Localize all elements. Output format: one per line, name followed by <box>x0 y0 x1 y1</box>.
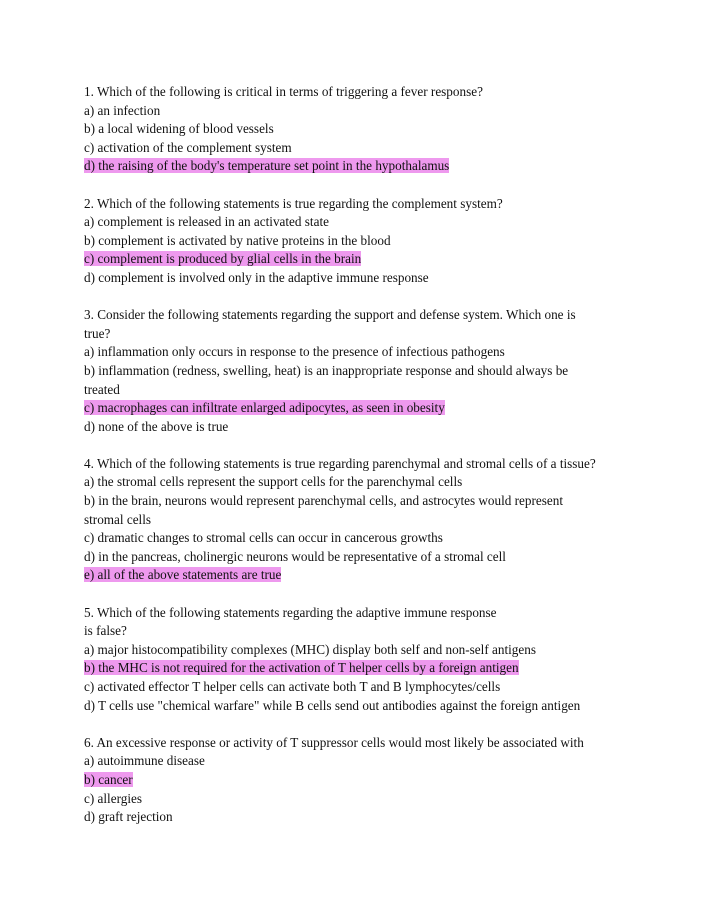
answer-option-text: a) complement is released in an activated state <box>84 214 329 230</box>
question-6 <box>84 734 644 827</box>
answer-option-text: a) inflammation only occurs in response to the presence of infectious pathogens <box>84 344 505 360</box>
answer-option <box>84 418 644 437</box>
answer-option-text: a) autoimmune disease <box>84 753 205 769</box>
question-stem: 1. Which of the following is critical in terms of triggering a fever response? <box>84 84 483 99</box>
answer-option <box>84 343 644 362</box>
answer-option-highlighted <box>84 250 644 269</box>
answer-option <box>84 362 644 381</box>
answer-option-text: b) inflammation (redness, swelling, heat) is an inappropriate response and should always be <box>84 362 569 378</box>
answer-option-text: e) all of the above statements are true <box>84 567 282 583</box>
answer-option <box>84 120 644 139</box>
question-2 <box>84 195 644 288</box>
answer-option <box>84 139 644 158</box>
answer-option-text: b) the MHC is not required for the activation of T helper cells by a foreign antigen <box>84 660 519 676</box>
answer-option-highlighted <box>84 771 644 790</box>
answer-option-text: d) T cells use "chemical warfare" while B cells send out antibodies against the foreign antigen <box>84 697 581 713</box>
question-1 <box>84 83 644 176</box>
answer-option <box>84 269 644 288</box>
answer-option-text: c) macrophages can infiltrate enlarged adipocytes, as seen in obesity <box>84 400 445 416</box>
answer-option-text: c) allergies <box>84 790 142 806</box>
question-5 <box>84 604 644 716</box>
answer-option <box>84 473 644 492</box>
question-stem: 6. An excessive response or activity of T suppressor cells would most likely be associated with <box>84 734 584 750</box>
answer-option <box>84 102 644 121</box>
answer-option-text: b) in the brain, neurons would represent parenchymal cells, and astrocytes would represent <box>84 493 563 509</box>
question-stem: 3. Consider the following statements regarding the support and defense system. Which one is <box>84 307 576 323</box>
answer-option <box>84 808 644 827</box>
answer-option-text: d) in the pancreas, cholinergic neurons would be representative of a stromal cell <box>84 548 506 564</box>
answer-option <box>84 548 644 567</box>
answer-option-text: c) activated effector T helper cells can activate both T and B lymphocytes/cells <box>84 679 501 694</box>
quiz-document <box>84 83 644 845</box>
question-stem: true? <box>84 325 111 341</box>
answer-option <box>84 678 644 697</box>
answer-option-highlighted <box>84 659 644 678</box>
answer-option <box>84 232 644 251</box>
answer-option-text: a) the stromal cells represent the support cells for the parenchymal cells <box>84 474 463 490</box>
answer-option-text: d) the raising of the body's temperature set point in the hypothalamus <box>84 158 450 174</box>
answer-option-highlighted <box>84 566 644 585</box>
question-4 <box>84 455 644 585</box>
answer-option-text: d) graft rejection <box>84 809 173 825</box>
answer-option-text: b) a local widening of blood vessels <box>84 121 274 137</box>
answer-option <box>84 213 644 232</box>
answer-option-text: c) dramatic changes to stromal cells can occur in cancerous growths <box>84 530 443 546</box>
question-3 <box>84 306 644 436</box>
question-stem: 4. Which of the following statements is true regarding parenchymal and stromal cells of a tissue? <box>84 455 596 471</box>
answer-option-text: b) cancer <box>84 771 133 787</box>
answer-option-continuation: stromal cells <box>84 511 152 527</box>
answer-option-text: a) an infection <box>84 102 161 118</box>
answer-option <box>84 790 644 809</box>
answer-option-text: a) major histocompatibility complexes (MHC) display both self and non-self antigens <box>84 641 536 657</box>
answer-option-text: c) complement is produced by glial cells in the brain <box>84 251 362 267</box>
question-stem: is false? <box>84 623 127 639</box>
question-stem: 2. Which of the following statements is true regarding the complement system? <box>84 195 503 211</box>
answer-option-text: b) complement is activated by native proteins in the blood <box>84 232 391 248</box>
answer-option-highlighted <box>84 399 644 418</box>
answer-option-text: d) none of the above is true <box>84 418 229 434</box>
answer-option <box>84 641 644 660</box>
answer-option <box>84 492 644 511</box>
answer-option <box>84 697 644 716</box>
answer-option-text: c) activation of the complement system <box>84 139 292 155</box>
question-stem: 5. Which of the following statements regarding the adaptive immune response <box>84 604 497 620</box>
answer-option <box>84 529 644 548</box>
answer-option-highlighted <box>84 157 644 176</box>
answer-option-text: d) complement is involved only in the adaptive immune response <box>84 269 429 285</box>
answer-option-continuation: treated <box>84 381 120 397</box>
answer-option <box>84 752 644 771</box>
